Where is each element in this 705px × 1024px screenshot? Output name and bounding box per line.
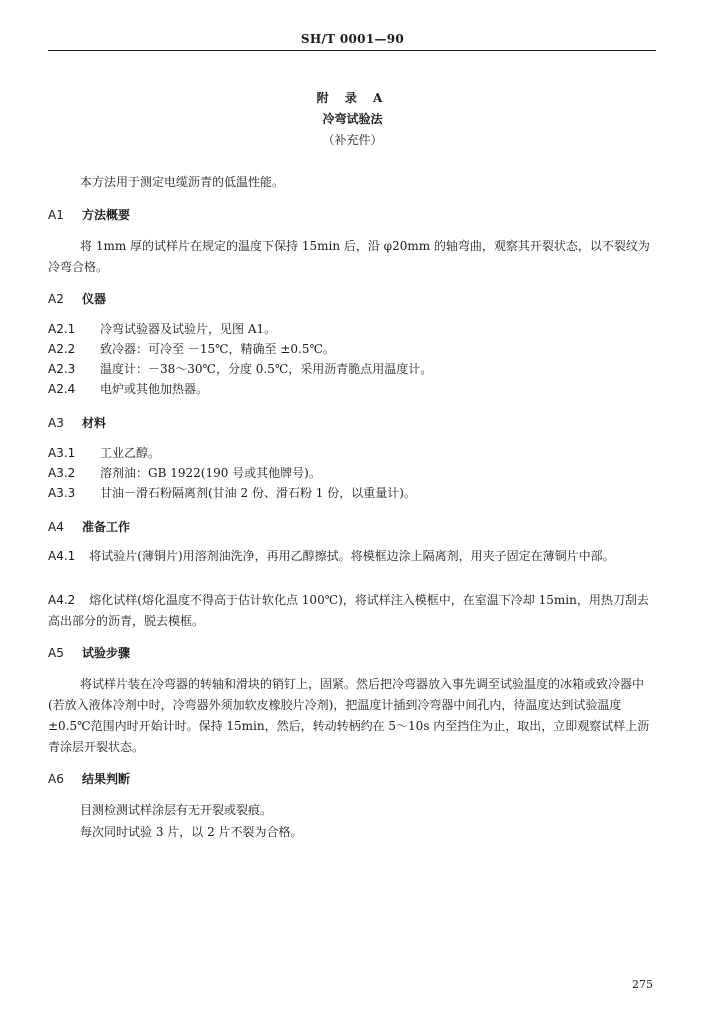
item-text: 温度计：－38～30℃，分度 0.5℃，采用沥青脆点用温度计。 xyxy=(100,362,433,376)
a6-line: 每次同时试验 3 片，以 2 片不裂为合格。 xyxy=(80,825,303,839)
section-number: A3 xyxy=(48,416,64,430)
list-item xyxy=(48,546,656,567)
section-number: A5 xyxy=(48,646,64,660)
annex-title-block xyxy=(0,88,705,151)
item-text: 熔化试样(熔化温度不得高于估计软化点 100℃)，将试样注入模框中，在室温下冷却 15min，用热刀刮去高出部分的沥青，脱去模框。 xyxy=(48,593,649,628)
item-number: A2.4 xyxy=(48,382,76,396)
item-text: 溶剂油：GB 1922(190 号或其他牌号)。 xyxy=(100,466,321,480)
page-number: 275 xyxy=(632,978,653,991)
section-title: 仪器 xyxy=(82,292,107,306)
item-number: A3.1 xyxy=(48,446,76,460)
list-item xyxy=(48,320,656,339)
a1-paragraph: 将 1mm 厚的试样片在规定的温度下保持 15min 后，沿 φ20mm 的轴弯曲，观察其开裂状态，以不裂纹为冷弯合格。 xyxy=(48,239,650,274)
annex-title: 冷弯试验法 xyxy=(322,112,383,126)
intro-paragraph: 本方法用于测定电缆沥青的低温性能。 xyxy=(80,175,285,189)
section-number: A6 xyxy=(48,772,64,786)
item-number: A4.2 xyxy=(48,593,76,607)
section-heading-a1 xyxy=(48,206,130,224)
section-title: 方法概要 xyxy=(82,208,131,222)
list-item xyxy=(48,380,656,399)
list-item xyxy=(48,484,656,503)
standard-code-header: SH/T 0001—90 xyxy=(300,32,405,46)
item-number: A2.3 xyxy=(48,362,76,376)
list-item xyxy=(48,360,656,379)
item-number: A2.1 xyxy=(48,322,76,336)
list-item xyxy=(48,340,656,359)
item-number: A4.1 xyxy=(48,549,76,563)
item-text: 致冷器：可冷至 －15℃，精确至 ±0.5℃。 xyxy=(100,342,335,356)
section-title: 试验步骤 xyxy=(82,646,131,660)
section-heading-a6 xyxy=(48,770,130,788)
item-text: 电炉或其他加热器。 xyxy=(100,382,209,396)
section-number: A4 xyxy=(48,520,64,534)
list-item xyxy=(48,444,656,463)
section-title: 准备工作 xyxy=(82,520,131,534)
item-text: 冷弯试验器及试验片，见图 A1。 xyxy=(100,322,277,336)
annex-label: 附 录 A xyxy=(316,91,389,105)
item-number: A2.2 xyxy=(48,342,76,356)
section-title: 结果判断 xyxy=(82,772,131,786)
item-text: 工业乙醇。 xyxy=(100,446,161,460)
section-number: A1 xyxy=(48,208,64,222)
section-title: 材料 xyxy=(82,416,107,430)
section-heading-a5 xyxy=(48,644,130,662)
item-text: 将试验片(薄铜片)用溶剂油洗净，再用乙醇擦拭。将模框边涂上隔离剂，用夹子固定在薄铜片中部。 xyxy=(89,549,615,563)
item-text: 甘油－滑石粉隔离剂(甘油 2 份、滑石粉 1 份，以重量计)。 xyxy=(100,486,416,500)
header-rule xyxy=(48,50,656,51)
list-item xyxy=(48,464,656,483)
item-number: A3.2 xyxy=(48,466,76,480)
item-number: A3.3 xyxy=(48,486,76,500)
section-heading-a3 xyxy=(48,414,106,432)
annex-note: （补充件） xyxy=(322,133,383,147)
a5-paragraph: 将试样片装在冷弯器的转轴和滑块的销钉上，固紧。然后把冷弯器放入事先调至试验温度的冰箱或致冷器中(若放入液体冷剂中时，冷弯器外须加软皮橡胶片冷剂)，把温度计插到冷弯器中间孔内，待温度达到试验温度 ±0.5℃范围内时开始计时。保持 15min，然后，转动转柄约在 5～10s 内至挡住为止，取出，立即观察试样上沥青涂层开裂状态。 xyxy=(48,677,650,754)
list-item xyxy=(48,590,656,632)
a6-line: 目测检测试样涂层有无开裂或裂痕。 xyxy=(80,803,273,817)
section-number: A2 xyxy=(48,292,64,306)
section-heading-a4 xyxy=(48,518,130,536)
section-heading-a2 xyxy=(48,290,106,308)
